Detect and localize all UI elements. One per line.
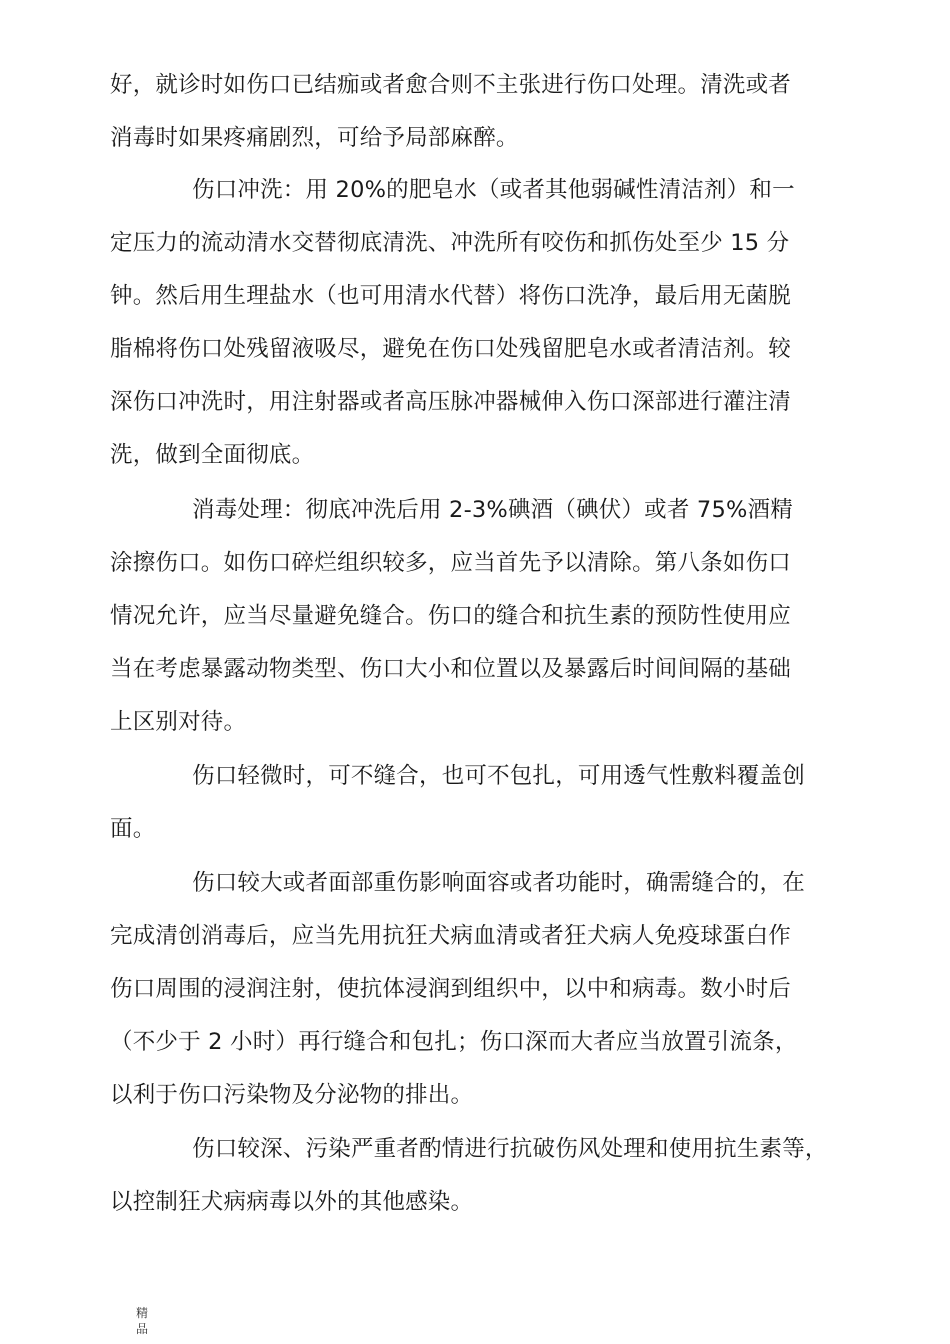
text-line: 面。: [110, 816, 156, 842]
text-line: 伤口轻微时，可不缝合，也可不包扎，可用透气性敷料覆盖创: [192, 763, 805, 789]
text-line: 好，就诊时如伤口已结痂或者愈合则不主张进行伤口处理。清洗或者: [110, 72, 792, 98]
footer-mark: 精品: [136, 1306, 149, 1336]
text-line: 情况允许，应当尽量避免缝合。伤口的缝合和抗生素的预防性使用应: [110, 603, 792, 629]
text-line: 以利于伤口污染物及分泌物的排出。: [110, 1082, 474, 1108]
text-line: 洗，做到全面彻底。: [110, 442, 315, 468]
text-line: 消毒时如果疼痛剧烈，可给予局部麻醉。: [110, 125, 519, 151]
text-line: 伤口冲洗：用 20%的肥皂水（或者其他弱碱性清洁剂）和一: [192, 177, 795, 203]
text-line: 上区别对待。: [110, 709, 247, 735]
text-line: 消毒处理：彻底冲洗后用 2-3%碘酒（碘伏）或者 75%酒精: [192, 497, 793, 523]
text-line: 定压力的流动清水交替彻底清洗、冲洗所有咬伤和抓伤处至少 15 分: [110, 230, 790, 256]
text-line: 涂擦伤口。如伤口碎烂组织较多，应当首先予以清除。第八条如伤口: [110, 550, 792, 576]
text-line: 当在考虑暴露动物类型、伤口大小和位置以及暴露后时间间隔的基础: [110, 656, 792, 682]
text-line: 以控制狂犬病病毒以外的其他感染。: [110, 1189, 474, 1215]
text-line: 钟。然后用生理盐水（也可用清水代替）将伤口洗净，最后用无菌脱: [110, 283, 792, 309]
text-line: 脂棉将伤口处残留液吸尽，避免在伤口处残留肥皂水或者清洁剂。较: [110, 336, 792, 362]
text-line: 深伤口冲洗时，用注射器或者高压脉冲器械伸入伤口深部进行灌注清: [110, 389, 792, 415]
text-line: 完成清创消毒后，应当先用抗狂犬病血清或者狂犬病人免疫球蛋白作: [110, 923, 792, 949]
text-line: 伤口周围的浸润注射，使抗体浸润到组织中，以中和病毒。数小时后: [110, 976, 792, 1002]
text-line: 伤口较深、污染严重者酌情进行抗破伤风处理和使用抗生素等，: [192, 1136, 828, 1162]
text-line: （不少于 2 小时）再行缝合和包扎；伤口深而大者应当放置引流条，: [110, 1029, 798, 1055]
text-line: 伤口较大或者面部重伤影响面容或者功能时，确需缝合的，在: [192, 870, 805, 896]
